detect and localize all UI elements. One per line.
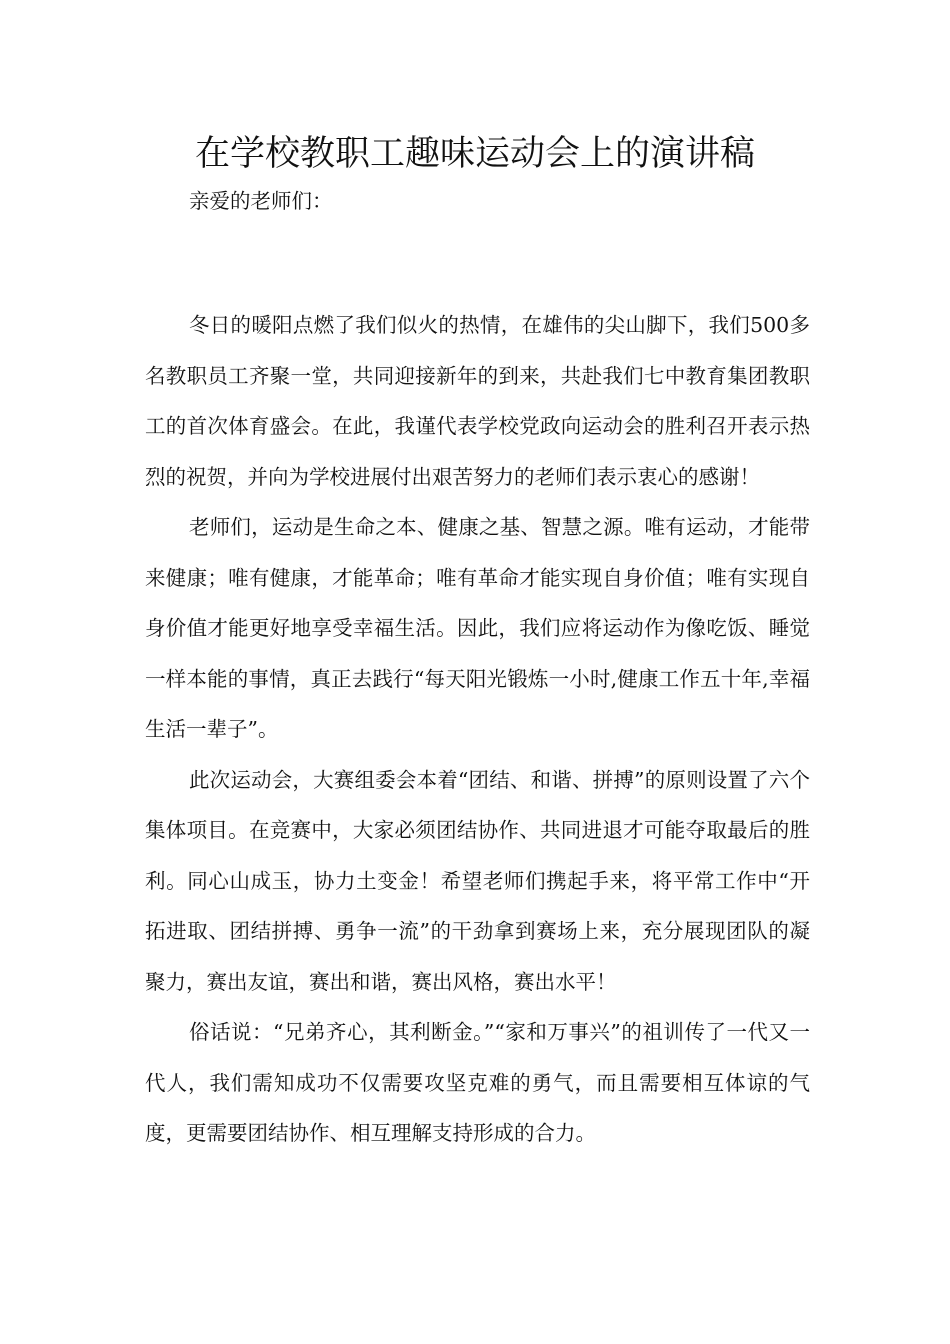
document-title: 在学校教职工趣味运动会上的演讲稿: [194, 134, 755, 174]
document-body: [145, 176, 810, 1159]
paragraph-4: 俗话说：“兄弟齐心，其利断金。”“家和万事兴”的祖训传了一代又一代人，我们需知成功不仅需要攻坚克难的勇气，而且需要相互体谅的气度，更需要团结协作、相互理解支持形成的合力。: [145, 1020, 810, 1145]
paragraph-3: 此次运动会，大赛组委会本着“团结、和谐、拼搏”的原则设置了六个集体项目。在竞赛中，大家必须团结协作、共同进退才可能夺取最后的胜利。同心山成玉，协力土变金！希望老师们携起手来，将平常工作中“开拓进取、团结拼搏、勇争一流”的干劲拿到赛场上来，充分展现团队的凝聚力，赛出友谊，赛出和谐，赛出风格，赛出水平！: [145, 767, 810, 994]
paragraph-1: 冬日的暖阳点燃了我们似火的热情，在雄伟的尖山脚下，我们500多名教职员工齐聚一堂，共同迎接新年的到来，共赴我们七中教育集团教职工的首次体育盛会。在此，我谨代表学校党政向运动会的胜利召开表示热烈的祝贺，并向为学校进展付出艰苦努力的老师们表示衷心的感谢！: [145, 313, 810, 489]
paragraph-2: 老师们，运动是生命之本、健康之基、智慧之源。唯有运动，才能带来健康；唯有健康，才能革命；唯有革命才能实现自身价值；唯有实现自身价值才能更好地享受幸福生活。因此，我们应将运动作为像吃饭、睡觉一样本能的事情，真正去践行“每天阳光锻炼一小时,健康工作五十年,幸福生活一辈子”。: [145, 515, 810, 741]
blank-gap: [145, 226, 810, 300]
salutation: 亲爱的老师们：: [189, 189, 333, 213]
